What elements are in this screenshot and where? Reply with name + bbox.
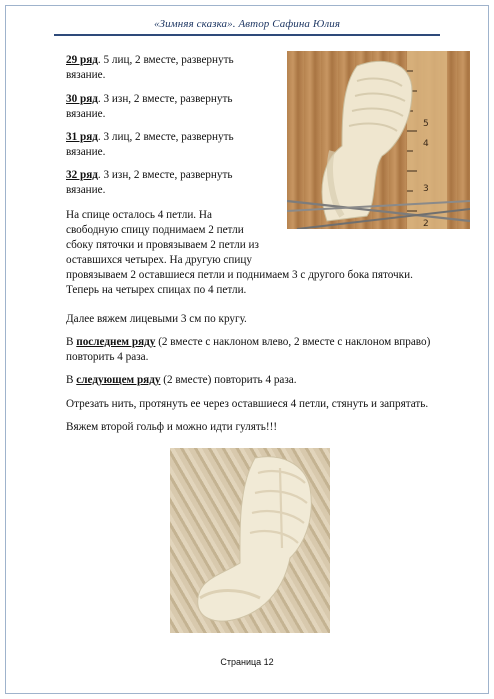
paragraph-line: сбоку пяточки и провязываем 2 петли из xyxy=(66,239,259,251)
row-text-cont: вязание. xyxy=(66,184,106,196)
row-31 xyxy=(66,130,281,160)
ruler-digit: 3 xyxy=(423,184,429,194)
paragraph-last-row xyxy=(66,335,476,365)
photo-finished-sock-illustration xyxy=(170,448,330,633)
paragraph-text: (2 вместе) повторить 4 раза. xyxy=(160,374,297,386)
row-text: . 3 изн, 2 вместе, развернуть xyxy=(97,169,233,181)
photo-finished-sock xyxy=(170,448,330,633)
row-30 xyxy=(66,92,281,122)
paragraph-text: повторить 4 раза. xyxy=(66,351,149,363)
photo-sock-on-needles xyxy=(287,51,470,229)
ruler-digit: 5 xyxy=(423,119,429,129)
paragraph-text: В xyxy=(66,374,77,386)
paragraph-line: На спице осталось 4 петли. На xyxy=(66,209,212,221)
row-32 xyxy=(66,168,281,198)
paragraph-text: В xyxy=(66,336,77,348)
row-label: 32 ряд xyxy=(66,169,98,181)
paragraph-line: свободную спицу поднимаем 2 петли xyxy=(66,224,244,236)
paragraph-text: (2 вместе с наклоном влево, 2 вместе с наклоном вправо) xyxy=(155,336,431,348)
paragraph-line: оставшихся четырех. На другую спицу xyxy=(66,254,252,266)
paragraph-closing: Вяжем второй гольф и можно идти гулять!!! xyxy=(66,421,278,433)
paragraph-line: провязываем 2 оставшиеся петли и поднимаем 3 с другого бока пяточки. xyxy=(66,269,413,281)
row-text-cont: вязание. xyxy=(66,146,106,158)
row-text: . 3 лиц, 2 вместе, развернуть xyxy=(97,131,234,143)
paragraph-finish: Отрезать нить, протянуть ее через оставшиеся 4 петли, стянуть и запрятать. xyxy=(66,398,429,410)
ruler-digit: 2 xyxy=(423,219,429,229)
header-divider xyxy=(54,34,440,36)
row-label: 30 ряд xyxy=(66,93,98,105)
row-text: . 3 изн, 2 вместе, развернуть xyxy=(97,93,233,105)
paragraph-line: Теперь на четырех спицах по 4 петли. xyxy=(66,284,247,296)
row-text-cont: вязание. xyxy=(66,108,106,120)
row-label: 31 ряд xyxy=(66,131,98,143)
row-29 xyxy=(66,53,281,83)
page-header: «Зимняя сказка». Автор Сафина Юлия xyxy=(153,18,341,30)
row-label: 29 ряд xyxy=(66,54,98,66)
paragraph-knit-round: Далее вяжем лицевыми 3 см по кругу. xyxy=(66,313,247,325)
emphasis-text: следующем ряду xyxy=(76,374,161,386)
paragraph-next-row xyxy=(66,373,466,388)
ruler-digit: 4 xyxy=(423,139,429,149)
row-text-cont: вязание. xyxy=(66,69,106,81)
page-number: Страница 12 xyxy=(220,657,274,667)
photo-sock-on-needles-illustration xyxy=(287,51,470,229)
emphasis-text: последнем ряду xyxy=(76,336,156,348)
row-text: . 5 лиц, 2 вместе, развернуть xyxy=(97,54,234,66)
